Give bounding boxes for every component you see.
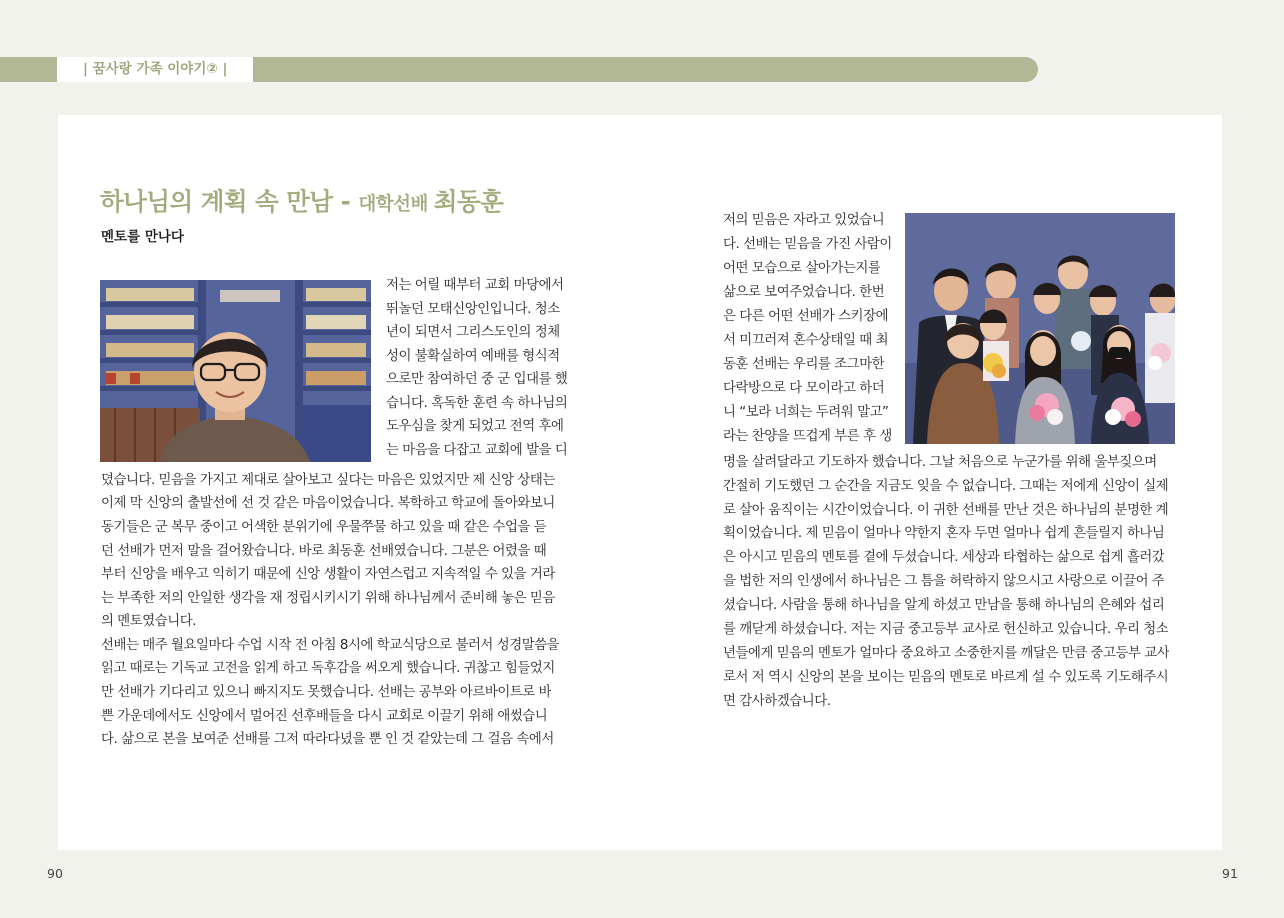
group-photo	[905, 213, 1175, 444]
right-text-line: 셨습니다. 사람을 통해 하나님을 알게 하셨고 만남을 통해 하나님의 은혜와 섭리	[723, 598, 1165, 613]
title-main: 하나님의 계획 속 만남 -	[100, 187, 359, 216]
left-text-line: 는 부족한 저의 안일한 생각을 재 정립시키시기 위해 하나님께서 준비해 놓은 믿음	[101, 591, 555, 606]
right-text-line: 명을 살려달라고 기도하자 했습니다. 그날 처음으로 누군가를 위해 울부짖으며	[723, 455, 1157, 470]
right-text-line: 서 미끄러져 혼수상태일 때 최	[723, 333, 889, 348]
article-subtitle: 멘토를 만나다	[101, 229, 184, 245]
right-text-line: 다. 선배는 믿음을 가진 사람이	[723, 237, 892, 252]
right-text-line: 을 법한 저의 인생에서 하나님은 그 틈을 허락하지 않으시고 사랑으로 이끌어 주	[723, 574, 1165, 589]
right-text-line: 다락방으로 다 모이라고 하더	[723, 381, 885, 396]
left-text-line: 만 선배가 기다리고 있으니 빠지지도 못했습니다. 선배는 공부와 아르바이트로 바	[101, 685, 552, 700]
left-text-line: 의 멘토였습니다.	[101, 614, 197, 629]
title-name: 최동훈	[433, 187, 504, 216]
left-text-line: 던 선배가 먼저 말을 걸어왔습니다. 바로 최동훈 선배였습니다. 그분은 어렸을 때	[101, 544, 547, 559]
right-text-line: 어떤 모습으로 살아가는지를	[723, 261, 881, 276]
right-text-line: 은 아시고 믿음의 멘토를 곁에 두셨습니다. 세상과 타협하는 삶으로 쉽게 흘러갔	[723, 550, 1165, 565]
page-number-left: 90	[47, 866, 63, 881]
left-text-line: 저는 어릴 때부터 교회 마당에서	[386, 278, 564, 293]
article-title	[100, 183, 503, 218]
portrait-photo	[100, 280, 371, 462]
right-text-line: 로 살아 움직이는 시간이었습니다. 이 귀한 선배를 만난 것은 하나님의 분명한 계	[723, 503, 1169, 518]
left-text-line: 이제 막 신앙의 출발선에 선 것 같은 마음이었습니다. 복학하고 학교에 돌아와보니	[101, 496, 555, 511]
right-text-line: 간절히 기도했던 그 순간을 지금도 잊을 수 없습니다. 그때는 저에게 신앙이 실제	[723, 479, 1169, 494]
right-text-line: 면 감사하겠습니다.	[723, 694, 831, 709]
left-text-line: 다. 삶으로 본을 보여준 선배를 그저 따라다녔을 뿐 인 것 같았는데 그 걸음 속에서	[101, 732, 554, 747]
left-text-line: 는 마음을 다잡고 교회에 발을 디	[386, 443, 568, 458]
right-text-line: 획이었습니다. 제 믿음이 얼마나 약한지 혼자 두면 얼마나 쉽게 흔들릴지 하나님	[723, 526, 1165, 541]
right-text-line: 로서 저 역시 신앙의 본을 보이는 믿음의 멘토로 바르게 설 수 있도록 기도해주시	[723, 670, 1169, 685]
section-label: | 꿈사랑 가족 이야기② |	[57, 57, 253, 82]
right-text-line: 동훈 선배는 우리를 조그마한	[723, 357, 885, 372]
left-text-line: 도우심을 찾게 되었고 전역 후에	[386, 419, 564, 434]
right-text-line: 라는 찬양을 뜨겁게 부른 후 생	[723, 429, 892, 444]
right-text-line: 를 깨닫게 하셨습니다. 저는 지금 중고등부 교사로 헌신하고 있습니다. 우리 청소	[723, 622, 1169, 637]
right-text-line: 니 “보라 너희는 두려워 말고”	[723, 405, 889, 420]
left-text-line: 동기들은 군 복무 중이고 어색한 분위기에 우물쭈물 하고 있을 때 같은 수업을 듣	[101, 520, 547, 535]
left-text-line: 년이 되면서 그리스도인의 정체	[386, 325, 560, 340]
page-number-right: 91	[1222, 866, 1238, 881]
left-text-line: 성이 불확실하여 예배를 형식적	[386, 349, 560, 364]
right-text-line: 은 다른 어떤 선배가 스키장에	[723, 309, 889, 324]
title-role: 대학선배	[358, 194, 434, 215]
left-text-line: 뎠습니다. 믿음을 가지고 제대로 살아보고 싶다는 마음은 있었지만 제 신앙 상태는	[101, 473, 555, 488]
right-text-line: 년들에게 믿음의 멘토가 얼마다 중요하고 소중한지를 깨달은 만큼 중고등부 교사	[723, 646, 1170, 661]
right-text-line: 삶으로 보여주었습니다. 한번	[723, 285, 885, 300]
left-text-line: 뛰놀던 모태신앙인입니다. 청소	[386, 302, 560, 317]
left-text-line: 부터 신앙을 배우고 익히기 때문에 신앙 생활이 자연스럽고 지속적일 수 있을 거라	[101, 567, 555, 582]
left-text-line: 으로만 참여하던 중 군 입대를 했	[386, 372, 568, 387]
left-text-line: 읽고 때로는 기독교 고전을 읽게 하고 독후감을 써오게 했습니다. 귀찮고 힘들었지	[101, 661, 555, 676]
left-text-line: 쁜 가운데에서도 신앙에서 멀어진 선후배들을 다시 교회로 이끌기 위해 애썼습니	[101, 709, 548, 724]
right-text-line: 저의 믿음은 자라고 있었습니	[723, 213, 885, 228]
left-text-line: 선배는 매주 월요일마다 수업 시작 전 아침 8시에 학교식당으로 불러서 성경말씀을	[101, 638, 560, 653]
left-text-line: 습니다. 혹독한 훈련 속 하나님의	[386, 396, 568, 411]
